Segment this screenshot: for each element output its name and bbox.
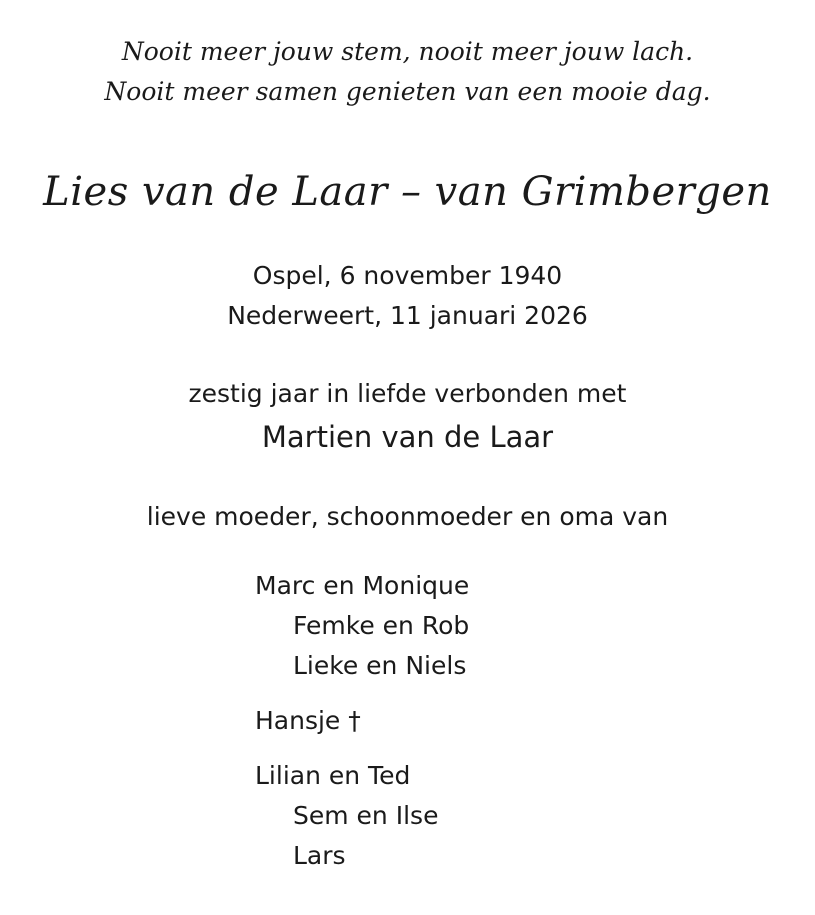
family-group-2 bbox=[255, 701, 469, 741]
family-parents-3: Lilian en Ted bbox=[255, 761, 411, 790]
poem-line-1: Nooit meer jouw stem, nooit meer jouw lach. bbox=[121, 37, 694, 66]
family-grandchild-3a: Sem en Ilse bbox=[293, 801, 439, 830]
family-grandchild-1b: Lieke en Niels bbox=[293, 651, 467, 680]
dates bbox=[0, 256, 815, 336]
family-group-3 bbox=[255, 756, 469, 876]
family-child-2: Hansje † bbox=[255, 706, 361, 735]
relation-text: lieve moeder, schoonmoeder en oma van bbox=[146, 502, 669, 531]
family-grandchild-1a: Femke en Rob bbox=[293, 611, 470, 640]
birth-date: Ospel, 6 november 1940 bbox=[252, 261, 563, 290]
bond-text: zestig jaar in liefde verbonden met bbox=[188, 379, 627, 408]
poem bbox=[0, 32, 815, 112]
deceased-name: Lies van de Laar – van Grimbergen bbox=[43, 169, 772, 215]
family-group-1 bbox=[255, 566, 469, 686]
family-grandchild-3b: Lars bbox=[293, 841, 346, 870]
partner-name: Martien van de Laar bbox=[261, 420, 554, 454]
family-parents-1: Marc en Monique bbox=[255, 571, 470, 600]
family-list bbox=[255, 566, 469, 876]
poem-line-2: Nooit meer samen genieten van een mooie dag. bbox=[104, 77, 711, 106]
death-date: Nederweert, 11 januari 2026 bbox=[227, 301, 588, 330]
